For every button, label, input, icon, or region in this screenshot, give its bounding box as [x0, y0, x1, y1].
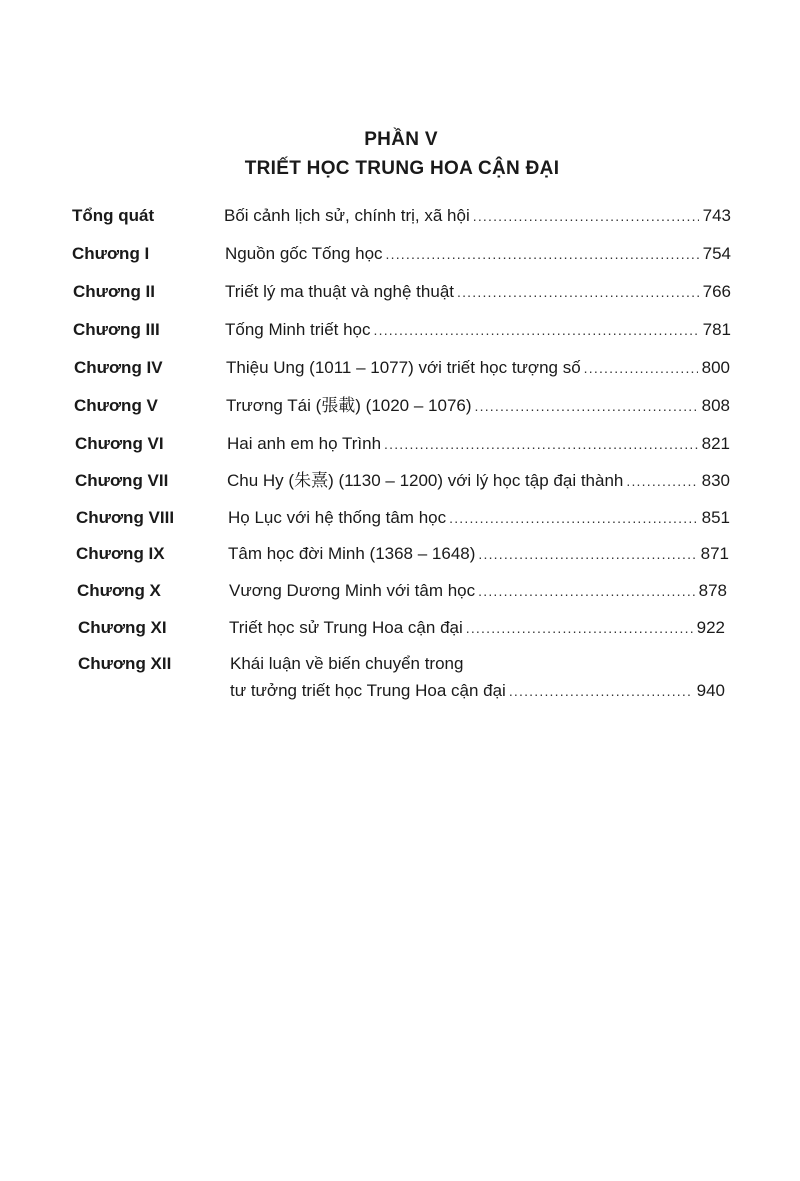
toc-text: Hai anh em họ Trình	[227, 434, 382, 453]
toc-entry	[224, 205, 731, 227]
toc-label: Chương VI	[75, 434, 164, 453]
part-title: TRIẾT HỌC TRUNG HOA CẬN ĐẠI	[244, 158, 560, 179]
toc-row-chuong-7	[0, 470, 800, 492]
toc-text: Họ Lục với hệ thống tâm học	[228, 508, 447, 527]
toc-row-chuong-3	[0, 319, 800, 341]
toc-label: Chương V	[74, 396, 158, 415]
dot-leader	[466, 617, 693, 639]
toc-row-chuong-12	[0, 653, 800, 675]
dot-leader	[384, 433, 698, 455]
dot-leader	[457, 281, 699, 303]
toc-text: Tâm học đời Minh (1368 – 1648)	[228, 544, 476, 563]
toc-entry	[229, 580, 727, 602]
toc-row-chuong-5	[0, 395, 800, 417]
toc-page-number: 851	[701, 508, 730, 527]
toc-row-chuong-8	[0, 507, 800, 529]
dot-leader	[475, 395, 698, 417]
toc-page-number: 754	[702, 244, 731, 263]
toc-row-chuong-2	[0, 281, 800, 303]
dot-leader	[374, 319, 699, 341]
toc-entry	[230, 680, 725, 702]
toc-page-number: 766	[702, 282, 731, 301]
toc-entry	[225, 243, 731, 265]
dot-leader	[473, 205, 699, 227]
dot-leader	[478, 580, 694, 602]
toc-page-number: 940	[696, 681, 725, 700]
toc-row-tong-quat	[0, 205, 800, 227]
toc-text: Triết lý ma thuật và nghệ thuật	[225, 282, 454, 301]
dot-leader	[626, 470, 697, 492]
dot-leader	[449, 507, 698, 529]
toc-page-number: 800	[701, 358, 730, 377]
toc-label: Chương VIII	[76, 508, 175, 527]
toc-entry	[225, 281, 731, 303]
toc-label: Chương I	[72, 244, 150, 263]
toc-row-chuong-4	[0, 357, 800, 379]
toc-text: tư tưởng triết học Trung Hoa cận đại	[230, 681, 506, 700]
toc-label: Chương VII	[75, 471, 169, 490]
toc-text: Triết học sử Trung Hoa cận đại	[229, 618, 463, 637]
toc-text: Vương Dương Minh với tâm học	[229, 581, 476, 600]
dot-leader	[584, 357, 698, 379]
toc-label: Chương IV	[74, 358, 163, 377]
dot-leader	[509, 680, 693, 702]
toc-row-chuong-9	[0, 543, 800, 565]
toc-label: Chương II	[73, 282, 155, 301]
toc-page-number: 743	[702, 206, 731, 225]
dot-leader	[386, 243, 699, 265]
toc-page-number: 878	[698, 581, 727, 600]
toc-text: Trương Tái (張載) (1020 – 1076)	[226, 396, 472, 415]
toc-label: Chương IX	[76, 544, 165, 563]
toc-text: Bối cảnh lịch sử, chính trị, xã hội	[224, 206, 470, 225]
toc-entry	[226, 357, 730, 379]
toc-row-chuong-10	[0, 580, 800, 602]
dot-leader	[478, 543, 696, 565]
toc-label: Chương XI	[78, 618, 167, 637]
toc-entry-line1	[230, 653, 463, 675]
toc-label: Tổng quát	[72, 206, 155, 225]
toc-label: Chương X	[77, 581, 161, 600]
toc-row-chuong-12-cont	[0, 680, 800, 702]
toc-row-chuong-6	[0, 433, 800, 455]
toc-text: Tống Minh triết học	[225, 320, 371, 339]
toc-page-number: 922	[696, 618, 725, 637]
toc-text: Chu Hy (朱熹) (1130 – 1200) với lý học tập đại thành	[227, 471, 624, 490]
toc-entry	[225, 319, 731, 341]
toc-entry	[226, 395, 730, 417]
toc-page-number: 781	[702, 320, 731, 339]
toc-row-chuong-1	[0, 243, 800, 265]
toc-label: Chương XII	[78, 654, 172, 673]
toc-text-line1: Khái luận về biến chuyển trong	[230, 654, 464, 673]
toc-label: Chương III	[73, 320, 160, 339]
toc-page-number: 871	[700, 544, 729, 563]
toc-page-number: 808	[701, 396, 730, 415]
toc-entry	[227, 433, 730, 455]
toc-text: Nguồn gốc Tống học	[225, 244, 383, 263]
toc-entry	[227, 470, 730, 492]
toc-row-chuong-11	[0, 617, 800, 639]
toc-text: Thiệu Ung (1011 – 1077) với triết học tượng số	[226, 358, 581, 377]
toc-entry	[229, 617, 725, 639]
part-number: PHẦN V	[364, 129, 438, 150]
toc-entry	[228, 507, 730, 529]
toc-page-number: 821	[701, 434, 730, 453]
toc-page-number: 830	[701, 471, 730, 490]
toc-entry	[228, 543, 729, 565]
